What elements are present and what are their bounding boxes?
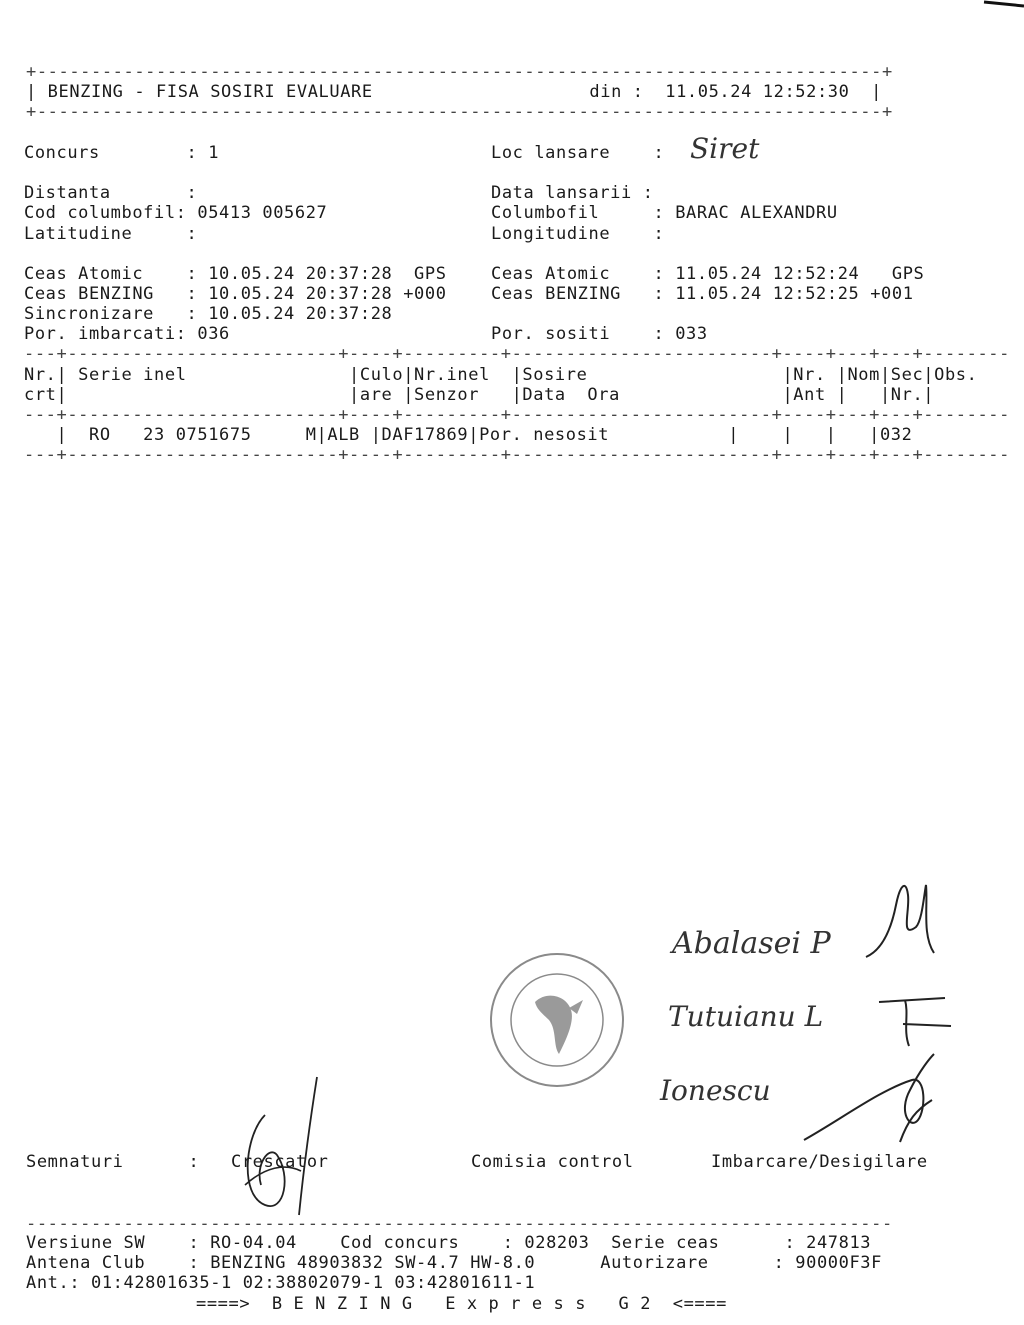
table-row: | RO 23 0751675 M|ALB |DAF17869|Por. nesosit | | | |032 xyxy=(24,425,913,445)
sincronizare-field: Sincronizare : 10.05.24 20:37:28 xyxy=(24,304,393,324)
longitudine-field: Longitudine : xyxy=(491,224,665,244)
por-imbarcati-field: Por. imbarcati: 036 xyxy=(24,324,230,344)
table-rule-mid: ---+-------------------------+----+---------+------------------------+----+---+---+-------- xyxy=(24,405,1010,425)
signature-mark xyxy=(860,875,940,965)
footer-version-line: Versiune SW : RO-04.04 Cod concurs : 028203 Serie ceas : 247813 xyxy=(26,1233,872,1253)
club-stamp xyxy=(487,950,627,1090)
table-rule-top: ---+-------------------------+----+---------+------------------------+----+---+---+-------- xyxy=(24,344,1010,364)
por-sositi-field: Por. sositi : 033 xyxy=(491,324,708,344)
footer-rule: -------------------------------------------------------------------------------- xyxy=(26,1214,893,1234)
data-lansarii-field: Data lansarii : xyxy=(491,183,654,203)
ceas-benzing-start: Ceas BENZING : 10.05.24 20:37:28 +000 xyxy=(24,284,447,304)
ceas-atomic-end: Ceas Atomic : 11.05.24 12:52:24 GPS xyxy=(491,264,925,284)
document-title: | BENZING - FISA SOSIRI EVALUARE din : 11.05.24 12:52:30 | xyxy=(26,82,882,102)
scan-edge-mark xyxy=(984,0,1024,10)
distanta-field: Distanta : xyxy=(24,183,198,203)
crescator-label: Crescator xyxy=(231,1152,329,1172)
table-header-row2: crt| |are |Senzor |Data Ora |Ant | |Nr.| xyxy=(24,385,935,405)
handwritten-name-3: Ionescu xyxy=(660,1074,771,1107)
signature-mark xyxy=(225,1075,335,1225)
latitudine-field: Latitudine : xyxy=(24,224,198,244)
columbofil-field: Columbofil : BARAC ALEXANDRU xyxy=(491,203,838,223)
footer-antena-line: Antena Club : BENZING 48903832 SW-4.7 HW-8.0 Autorizare : 90000F3F xyxy=(26,1253,882,1273)
concurs-field: Concurs : 1 xyxy=(24,143,220,163)
header-border-top: +------------------------------------------------------------------------------+ xyxy=(26,62,893,82)
semnaturi-label: Semnaturi : xyxy=(26,1152,200,1172)
signature-mark xyxy=(875,990,955,1050)
handwritten-name-1: Abalasei P xyxy=(672,926,831,961)
footer-antennas-line: Ant.: 01:42801635-1 02:38802079-1 03:42801611-1 xyxy=(26,1273,536,1293)
signature-mark xyxy=(800,1050,940,1150)
footer-brand-line: ====> B E N Z I N G E x p r e s s G 2 <==== xyxy=(196,1294,727,1314)
ceas-benzing-end: Ceas BENZING : 11.05.24 12:52:25 +001 xyxy=(491,284,914,304)
loc-lansare-label: Loc lansare : xyxy=(491,143,665,163)
ceas-atomic-start: Ceas Atomic : 10.05.24 20:37:28 GPS xyxy=(24,264,447,284)
comisia-control-label: Comisia control xyxy=(471,1152,634,1172)
cod-columbofil-field: Cod columbofil: 05413 005627 xyxy=(24,203,328,223)
handwritten-name-2: Tutuianu L xyxy=(668,1000,824,1033)
loc-lansare-handwritten: Siret xyxy=(690,132,760,165)
imbarcare-desigilare-label: Imbarcare/Desigilare xyxy=(711,1152,928,1172)
table-header-row1: Nr.| Serie inel |Culo|Nr.inel |Sosire |Nr. |Nom|Sec|Obs. xyxy=(24,365,978,385)
header-border-bottom: +------------------------------------------------------------------------------+ xyxy=(26,102,893,122)
table-rule-bottom: ---+-------------------------+----+---------+------------------------+----+---+---+-------- xyxy=(24,445,1010,465)
